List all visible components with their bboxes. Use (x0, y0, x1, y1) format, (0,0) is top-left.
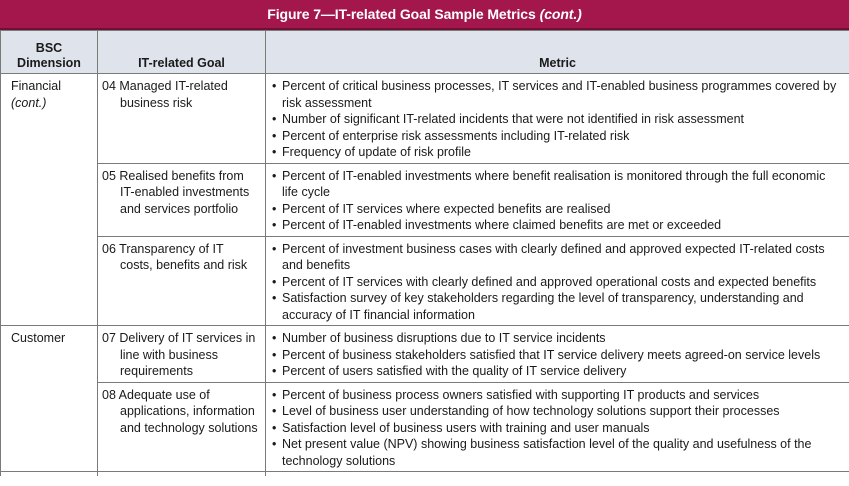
bullet-icon: • (272, 201, 277, 216)
goal-cell: 05 Realised benefits from IT-enabled investments and services portfolio (98, 163, 266, 236)
header-dimension (1, 31, 98, 74)
continuation-cell (98, 472, 266, 477)
table-row (1, 236, 849, 326)
header-metric: Metric (266, 31, 849, 74)
header-row (1, 31, 849, 74)
metric-item (272, 111, 843, 128)
metric-item (272, 330, 843, 347)
table-row (1, 382, 849, 472)
metric-cell (266, 163, 849, 236)
bullet-icon: • (272, 112, 277, 126)
dimension-label: Customer (11, 331, 66, 345)
metric-item (272, 78, 843, 111)
bullet-icon: • (272, 420, 277, 435)
metric-text: Percent of IT-enabled investments where benefit realisation is monitored through the full economic life cycle (282, 168, 826, 199)
metric-text: Satisfaction survey of key stakeholders regarding the level of transparency, understanding and accuracy of IT financial information (282, 291, 804, 322)
metric-text: Number of business disruptions due to IT service incidents (282, 331, 606, 345)
dimension-label: Financial (11, 79, 62, 93)
metric-item (272, 128, 843, 145)
table-row (1, 74, 849, 164)
metric-cell (266, 236, 849, 326)
bullet-icon: • (272, 79, 277, 93)
metric-item (272, 347, 843, 364)
bullet-icon: • (272, 387, 277, 402)
metric-cell (266, 326, 849, 383)
metric-item (272, 363, 843, 380)
bullet-icon: • (272, 404, 277, 418)
continuation-cell (266, 472, 849, 477)
bullet-icon: • (272, 274, 277, 289)
bullet-icon: • (272, 128, 277, 143)
goal-cell: 06 Transparency of IT costs, benefits and risk (98, 236, 266, 326)
metric-text: Net present value (NPV) showing business satisfaction level of the quality and usefulness of the technology solutions (282, 437, 812, 468)
dimension-cell-financial (1, 74, 98, 326)
metric-text: Satisfaction level of business users with training and user manuals (282, 420, 650, 435)
figure-title-text: Figure 7—IT-related Goal Sample Metrics (267, 6, 536, 22)
goal-cell: 08 Adequate use of applications, information and technology solutions (98, 382, 266, 472)
bullet-icon: • (272, 168, 277, 183)
metric-text: Percent of business stakeholders satisfied that IT service delivery meets agreed-on service levels (282, 347, 821, 362)
bullet-icon: • (272, 218, 277, 232)
metric-text: Percent of critical business processes, IT services and IT-enabled business programmes covered by risk assessment (282, 79, 837, 110)
bullet-icon: • (272, 291, 277, 305)
goal-cell: 07 Delivery of IT services in line with business requirements (98, 326, 266, 383)
figure-title (0, 0, 849, 30)
metric-text: Percent of investment business cases with clearly defined and approved expected IT-related costs and benefits (282, 241, 825, 272)
metric-text: Frequency of update of risk profile (282, 145, 471, 159)
metric-item (272, 387, 843, 404)
dimension-cell-customer (1, 326, 98, 472)
metric-item (272, 290, 843, 323)
metric-item (272, 274, 843, 291)
metric-text: Percent of users satisfied with the quality of IT service delivery (282, 364, 627, 378)
bullet-icon: • (272, 145, 277, 159)
bullet-icon: • (272, 241, 277, 256)
metric-item (272, 201, 843, 218)
metric-text: Percent of IT-enabled investments where claimed benefits are met or exceeded (282, 218, 722, 232)
table-row-continuation (1, 472, 849, 477)
metric-item (272, 420, 843, 437)
metric-cell (266, 74, 849, 164)
metric-item (272, 436, 843, 469)
dimension-cont-label: (cont.) (11, 95, 47, 110)
metric-item (272, 403, 843, 420)
header-goal: IT-related Goal (98, 31, 266, 74)
metric-text: Level of business user understanding of how technology solutions support their processes (282, 404, 780, 418)
continuation-cell (1, 472, 98, 477)
metrics-table (0, 30, 849, 476)
header-dimension-text: BSC Dimension (17, 41, 81, 70)
metric-item (272, 168, 843, 201)
metric-text: Number of significant IT-related incidents that were not identified in risk assessment (282, 112, 745, 126)
table-row (1, 163, 849, 236)
bullet-icon: • (272, 347, 277, 362)
bullet-icon: • (272, 364, 277, 378)
bullet-icon: • (272, 437, 277, 451)
metric-text: Percent of IT services where expected benefits are realised (282, 201, 611, 216)
metric-item (272, 241, 843, 274)
metric-text: Percent of enterprise risk assessments including IT-related risk (282, 128, 630, 143)
metric-text: Percent of business process owners satisfied with supporting IT products and services (282, 387, 760, 402)
bullet-icon: • (272, 331, 277, 345)
goal-cell: 04 Managed IT-related business risk (98, 74, 266, 164)
figure-title-cont: (cont.) (539, 6, 582, 22)
metric-cell (266, 382, 849, 472)
table-row (1, 326, 849, 383)
metric-item (272, 144, 843, 161)
metric-item (272, 217, 843, 234)
metric-text: Percent of IT services with clearly defined and approved operational costs and expected benefits (282, 274, 817, 289)
